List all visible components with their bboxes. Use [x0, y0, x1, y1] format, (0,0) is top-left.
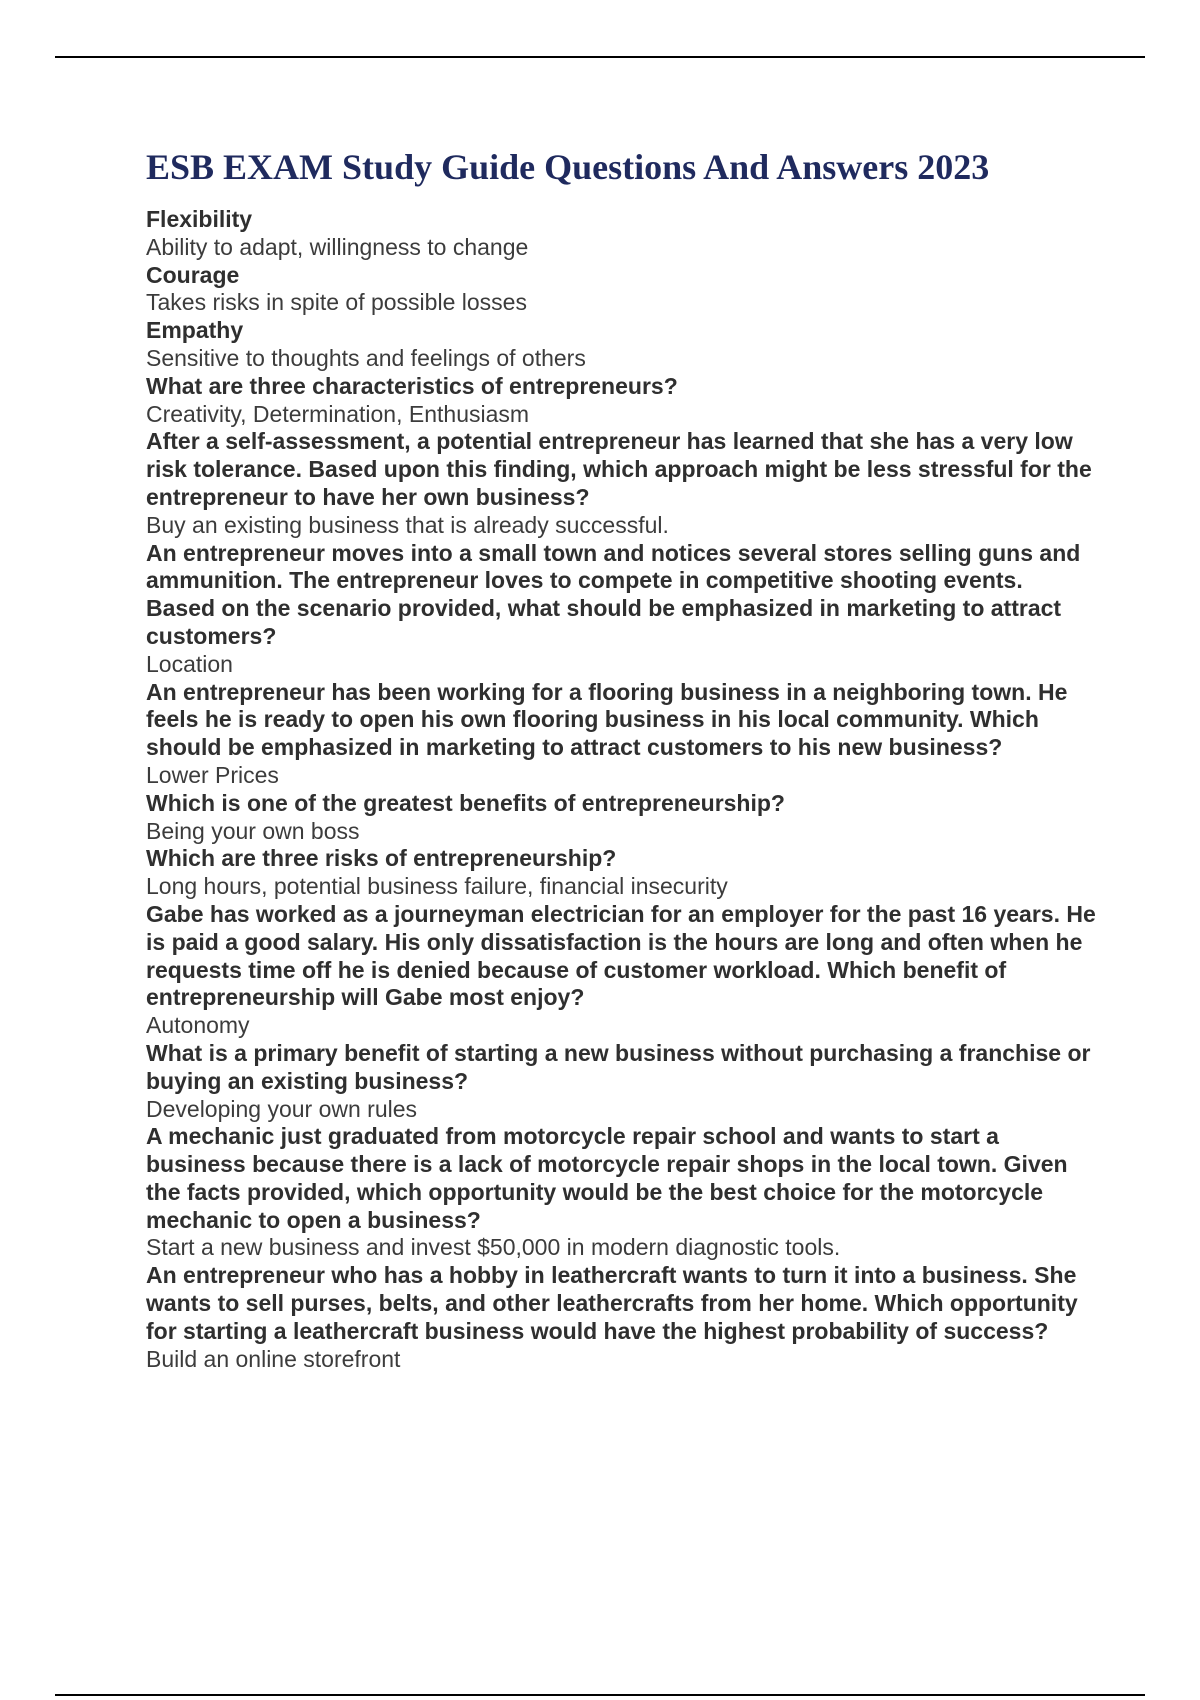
answer-text: Buy an existing business that is already successful.	[146, 511, 669, 538]
answer-text: Ability to adapt, willingness to change	[146, 233, 529, 260]
document-body	[146, 142, 1096, 1373]
question-text: Flexibility	[146, 206, 253, 232]
header-rule	[55, 56, 1145, 58]
question-text: Courage	[146, 261, 240, 288]
answer-text: Build an online storefront	[146, 1345, 401, 1372]
question-text: What are three characteristics of entrepreneurs?	[146, 372, 678, 399]
answer-text: Autonomy	[146, 1012, 250, 1039]
answer-text: Lower Prices	[146, 761, 279, 788]
document-title: ESB EXAM Study Guide Questions And Answers 2023	[146, 147, 990, 187]
answer-text: Sensitive to thoughts and feelings of others	[146, 344, 586, 371]
answer-text: Takes risks in spite of possible losses	[146, 289, 527, 316]
question-text: After a self-assessment, a potential entrepreneur has learned that she has a very low risk tolerance. Based upon this finding, which approach might be less stressful for the entrepreneur to have her own business?	[146, 428, 1092, 510]
answer-text: Location	[146, 650, 233, 677]
answer-text: Long hours, potential business failure, financial insecurity	[146, 873, 728, 900]
answer-text: Developing your own rules	[146, 1095, 418, 1122]
question-text: Empathy	[146, 317, 244, 344]
answer-text: Start a new business and invest $50,000 in modern diagnostic tools.	[146, 1234, 841, 1261]
answer-text: Being your own boss	[146, 817, 360, 844]
answer-text: Creativity, Determination, Enthusiasm	[146, 400, 530, 427]
qa-list	[146, 206, 1096, 1373]
question-text: Which are three risks of entrepreneurship?	[146, 845, 617, 872]
question-text: Which is one of the greatest benefits of entrepreneurship?	[146, 789, 785, 816]
question-text: A mechanic just graduated from motorcycle repair school and wants to start a business because there is a lack of motorcycle repair shops in the local town. Given the facts provided, which opportunity would be the best choice for the motorcycle mechanic to open a business?	[146, 1123, 1068, 1233]
question-text: An entrepreneur moves into a small town and notices several stores selling guns and ammunition. The entrepreneur loves to compete in competitive shooting events. Based on the scenario provided, what should be emphasized in marketing to attract customers?	[146, 539, 1081, 649]
question-text: What is a primary benefit of starting a new business without purchasing a franchise or buying an existing business?	[146, 1039, 1091, 1094]
question-text: An entrepreneur has been working for a flooring business in a neighboring town. He feels he is ready to open his own flooring business in his local community. Which should be emphasized in marketing to attract customers to his new business?	[146, 678, 1068, 761]
question-text: Gabe has worked as a journeyman electrician for an employer for the past 16 years. He is paid a good salary. His only dissatisfaction is the hours are long and often when he requests time off he is denied because of customer workload. Which benefit of entrepreneurship will Gabe most enjoy?	[146, 900, 1096, 1011]
footer-rule	[55, 1694, 1145, 1696]
question-text: An entrepreneur who has a hobby in leathercraft wants to turn it into a business. She wants to sell purses, belts, and other leathercrafts from her home. Which opportunity for starting a leathercraft business would have the highest probability of success?	[146, 1262, 1078, 1344]
